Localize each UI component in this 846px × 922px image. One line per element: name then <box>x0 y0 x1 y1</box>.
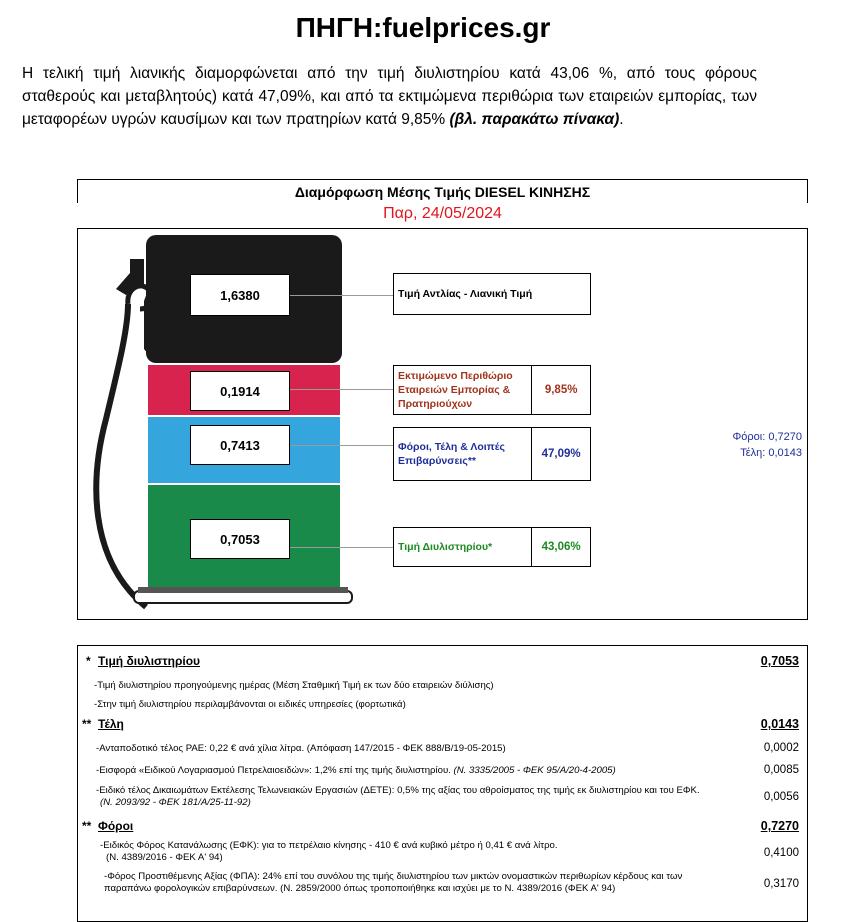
fee-item-3-value: 0,0056 <box>763 791 799 803</box>
fee-item-2-text: -Εισφορά «Ειδικού Λογαριασμού Πετρελαιοειδών»: 1,2% επί της τιμής διυλιστηρίου. <box>96 765 454 776</box>
fee-item-1-text: -Ανταποδοτικό τέλος ΡΑΕ: 0,22 € ανά χίλια λίτρα. (Απόφαση 147/2015 - ΦΕΚ 888/Β/19-05-2015) <box>96 743 506 754</box>
intro-paragraph <box>22 62 757 131</box>
fees-total: 0,0143 <box>760 717 799 731</box>
refinery-total: 0,7053 <box>760 654 799 668</box>
refinery-percent: 43,06% <box>531 528 590 566</box>
connector-line <box>290 295 394 296</box>
taxes-label: Φόροι, Τέλη & Λοιπές Επιβαρύνσεις** <box>398 441 505 467</box>
taxes-label-box <box>393 427 591 481</box>
tax-item-2-value: 0,3170 <box>763 878 799 890</box>
retail-price-label-box <box>393 273 591 315</box>
side-taxes-row <box>704 429 802 445</box>
margin-label-box <box>393 365 591 415</box>
tax-item-1-value: 0,4100 <box>763 847 799 859</box>
refinery-star: * <box>86 654 91 668</box>
pump-hose <box>96 304 146 607</box>
side-fees-row <box>704 445 802 461</box>
fee-item-1-value: 0,0002 <box>763 742 799 754</box>
fee-item-2-value: 0,0085 <box>763 764 799 776</box>
chart-date: Παρ, 24/05/2024 <box>383 205 502 222</box>
margin-value: 0,1914 <box>190 371 290 411</box>
tax-item-1 <box>100 840 730 864</box>
chart-frame <box>77 228 808 620</box>
fees-heading: Τέλη <box>98 717 124 731</box>
intro-end: . <box>619 111 624 128</box>
fee-item-2 <box>96 765 616 777</box>
taxes-fees-value: 0,7413 <box>190 425 290 465</box>
taxes-total: 0,7270 <box>760 819 799 833</box>
fee-item-1 <box>96 743 506 755</box>
connector-line <box>290 445 394 446</box>
side-fees-value: 0,0143 <box>768 447 802 459</box>
fee-item-3-ref: (Ν. 2093/92 - ΦΕΚ 181/Α/25-11-92) <box>100 797 251 808</box>
chart-title: Διαμόρφωση Μέσης Τιμής DIESEL ΚΙΝΗΣΗΣ <box>77 179 808 203</box>
connector-line <box>290 547 394 548</box>
tax-item-2-ref: παραπάνω φορολογικών επιβαρύνσεων. (Ν. 2859/2000 όπως τροποποιήθηκε και ισχύει με το Ν. 4389/2016 (ΦΕΚ Α' 94) <box>104 883 616 894</box>
fees-star: ** <box>82 717 92 731</box>
refinery-label-box <box>393 527 591 567</box>
connector-line <box>290 389 394 390</box>
fee-item-3 <box>96 785 716 809</box>
side-fees-label: Τέλη: <box>740 447 766 459</box>
notes-table <box>77 645 808 922</box>
side-taxes-label: Φόροι: <box>732 431 766 443</box>
tax-item-2 <box>104 871 734 895</box>
taxes-star: ** <box>82 819 92 833</box>
pump-nozzle-holder <box>130 259 144 287</box>
refinery-heading: Τιμή διυλιστηρίου <box>98 654 201 668</box>
side-summary <box>704 429 802 461</box>
side-taxes-value: 0,7270 <box>768 431 802 443</box>
refinery-note-1: -Τιμή διυλιστηρίου προηγούμενης ημέρας (Μέση Σταθμική Τιμή εκ των δύο εταιρειών διύλισης) <box>94 680 494 691</box>
page-title: ΠΗΓΗ:fuelprices.gr <box>295 12 551 43</box>
taxes-percent: 47,09% <box>531 428 590 480</box>
fee-item-2-ref: (Ν. 3335/2005 - ΦΕΚ 95/Α/20-4-2005) <box>453 765 616 776</box>
refinery-price-value: 0,7053 <box>190 519 290 559</box>
refinery-label: Τιμή Διυλιστηρίου* <box>398 541 493 553</box>
refinery-note-2: -Στην τιμή διυλιστηρίου περιλαμβάνονται οι ειδικές υπηρεσίες (φορτωτικά) <box>94 699 406 710</box>
margin-label: Εκτιμώμενο Περιθώριο Εταιρειών Εμπορίας & Πρατηριούχων <box>398 370 513 410</box>
margin-percent: 9,85% <box>531 366 590 414</box>
tax-item-1-text: -Ειδικός Φόρος Κατανάλωσης (ΕΦΚ): για το πετρέλαιο κίνησης - 410 € ανά κυβικό μέτρο ή 0,41 € ανά λίτρο. <box>100 840 558 851</box>
tax-item-2-text: -Φόρος Προστιθέμενης Αξίας (ΦΠΑ): 24% επί του συνόλου της τιμής διυλιστηρίου των μικτών ονομαστικών περιθωρίων κέρδους και των <box>104 871 683 882</box>
fee-item-3-text: -Ειδικό τέλος Δικαιωμάτων Εκτέλεσης Τελωνειακών Εργασιών (ΔΕΤΕ): 0,5% της αξίας του αθροίσματος της τιμής εκ διυλιστηρίου και του ΕΦΚ. <box>96 785 700 796</box>
pump-base-top <box>138 587 348 593</box>
taxes-heading: Φόροι <box>98 819 134 833</box>
intro-italic: (βλ. παρακάτω πίνακα) <box>449 111 620 128</box>
retail-price-label: Τιμή Αντλίας - Λιανική Τιμή <box>398 288 533 300</box>
retail-price-value: 1,6380 <box>190 274 290 316</box>
tax-item-1-ref: (Ν. 4389/2016 - ΦΕΚ Α' 94) <box>106 852 223 863</box>
intro-text: Η τελική τιμή λιανικής διαμορφώνεται από την τιμή διυλιστηρίου κατά 43,06 %, από τους φόρους σταθερούς και μεταβλητούς) κατά 47,09%, και από τα εκτιμώμενα περιθώρια των εταιρειών εμπορίας, των μεταφορέων υγρών καυσίμων και των πρατηρίων κατά 9,85% <box>22 65 757 128</box>
